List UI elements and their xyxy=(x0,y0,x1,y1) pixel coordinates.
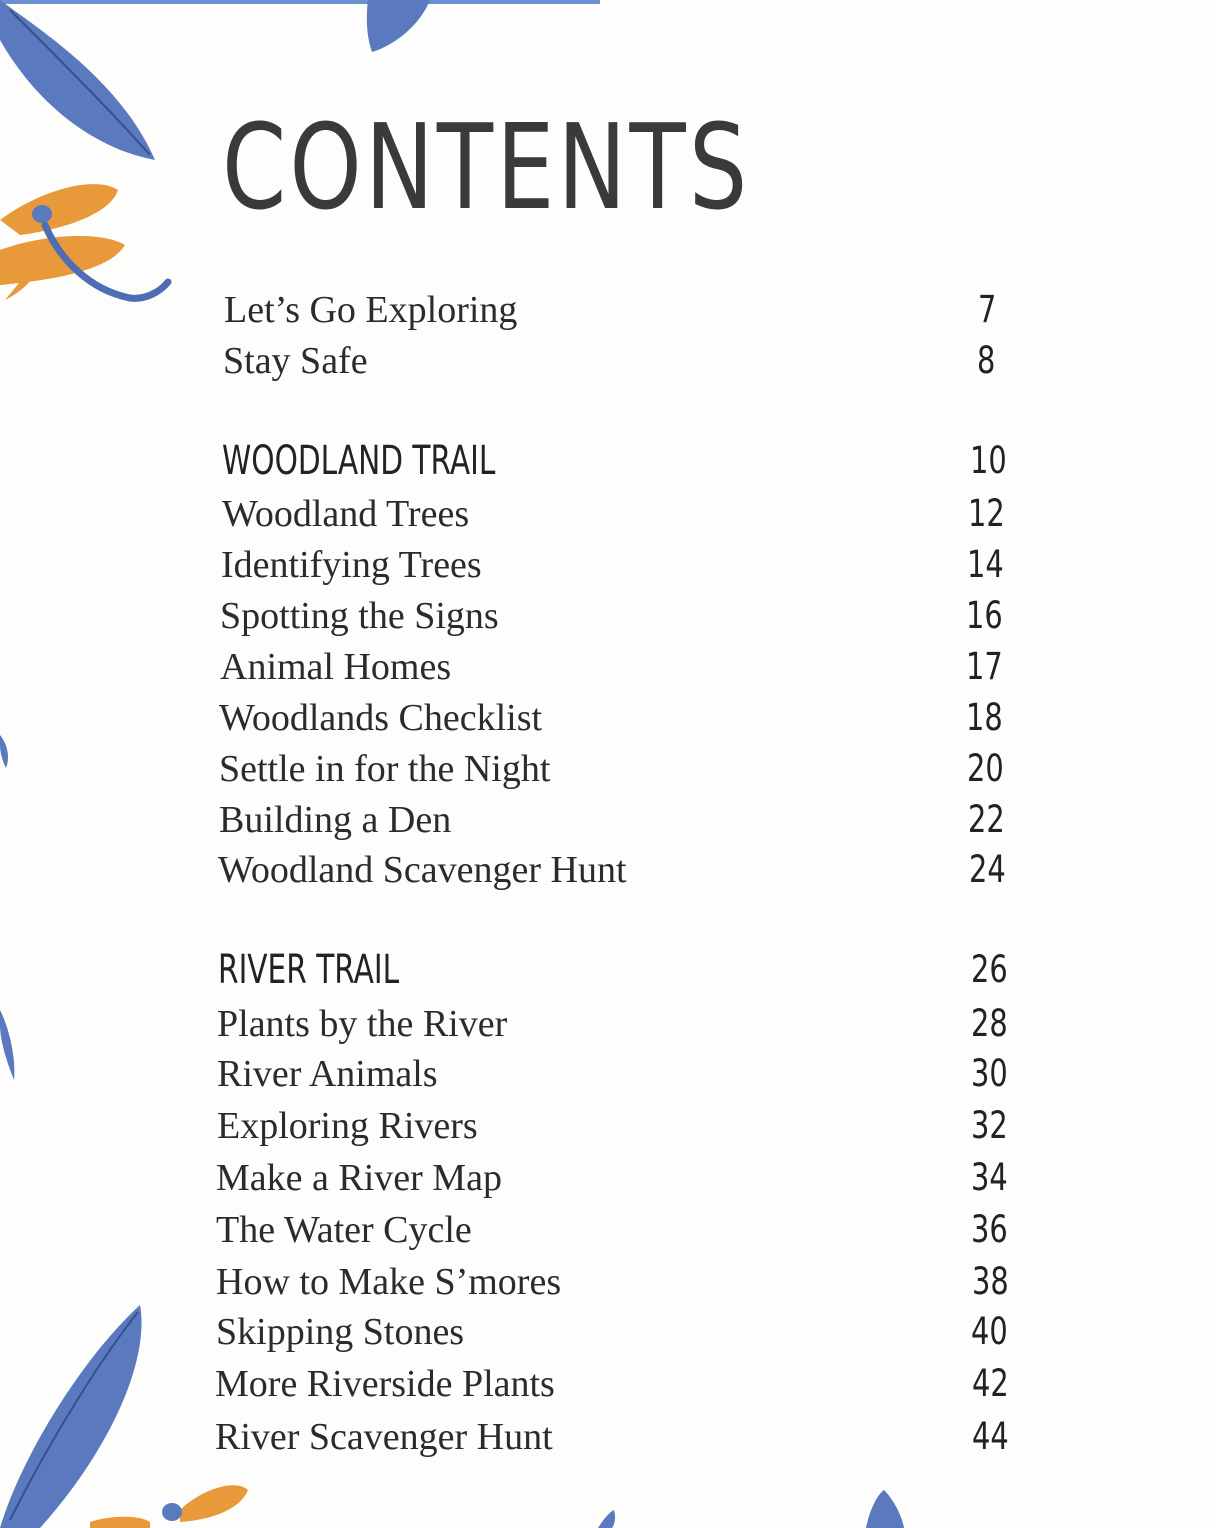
page-number: 16 xyxy=(966,594,1003,637)
page-number: 36 xyxy=(971,1208,1008,1251)
entry-title: Woodlands Checklist xyxy=(219,697,543,739)
page-number: 28 xyxy=(971,1002,1008,1045)
page-number: 17 xyxy=(966,645,1003,688)
entry-title: Building a Den xyxy=(219,799,452,841)
entry-title: The Water Cycle xyxy=(216,1209,472,1251)
page-number: 30 xyxy=(971,1052,1008,1095)
page-number: 34 xyxy=(971,1156,1008,1199)
page-number: 40 xyxy=(971,1310,1008,1353)
entry-title: River Scavenger Hunt xyxy=(215,1416,553,1458)
page-number: 22 xyxy=(968,798,1005,841)
page-number: 10 xyxy=(970,439,1007,482)
entry-title: Spotting the Signs xyxy=(220,595,499,637)
page-number: 8 xyxy=(977,339,996,382)
entry-title: Woodland Scavenger Hunt xyxy=(218,849,627,891)
entry-title: Woodland Trees xyxy=(222,493,470,535)
page-number: 24 xyxy=(969,848,1006,891)
entry-title: Stay Safe xyxy=(223,340,368,382)
entry-title: Plants by the River xyxy=(217,1003,508,1045)
dragonfly-icon xyxy=(0,184,168,300)
dragonfly-icon xyxy=(90,1485,248,1528)
entry-title: More Riverside Plants xyxy=(215,1363,555,1405)
page-number: 38 xyxy=(972,1260,1009,1303)
page-number: 12 xyxy=(968,492,1005,535)
leaf-icon xyxy=(866,1490,904,1528)
entry-title: Skipping Stones xyxy=(216,1311,465,1353)
entry-title: Let’s Go Exploring xyxy=(224,289,518,331)
entry-title: River Animals xyxy=(217,1053,438,1095)
entry-title: Animal Homes xyxy=(220,646,452,688)
section-title: RIVER TRAIL xyxy=(218,947,400,993)
page-number: 7 xyxy=(978,288,997,331)
page-title: CONTENTS xyxy=(222,98,751,236)
page-number: 42 xyxy=(972,1362,1009,1405)
leaf-icon xyxy=(0,1010,14,1080)
page-number: 26 xyxy=(971,948,1008,991)
leaf-icon xyxy=(367,0,430,52)
entry-title: Identifying Trees xyxy=(221,544,482,586)
leaf-icon xyxy=(598,1510,615,1528)
entry-title: Settle in for the Night xyxy=(219,748,551,790)
leaf-icon xyxy=(0,1305,142,1528)
section-title: WOODLAND TRAIL xyxy=(222,438,496,484)
entry-title: How to Make S’mores xyxy=(216,1261,562,1303)
page-number: 44 xyxy=(972,1415,1009,1458)
page-number: 18 xyxy=(966,696,1003,739)
page-number: 32 xyxy=(971,1104,1008,1147)
page-number: 20 xyxy=(967,747,1004,790)
leaf-icon xyxy=(0,0,155,160)
entry-title: Exploring Rivers xyxy=(217,1105,478,1147)
page-number: 14 xyxy=(967,543,1004,586)
entry-title: Make a River Map xyxy=(216,1157,502,1199)
leaf-icon xyxy=(0,735,8,768)
